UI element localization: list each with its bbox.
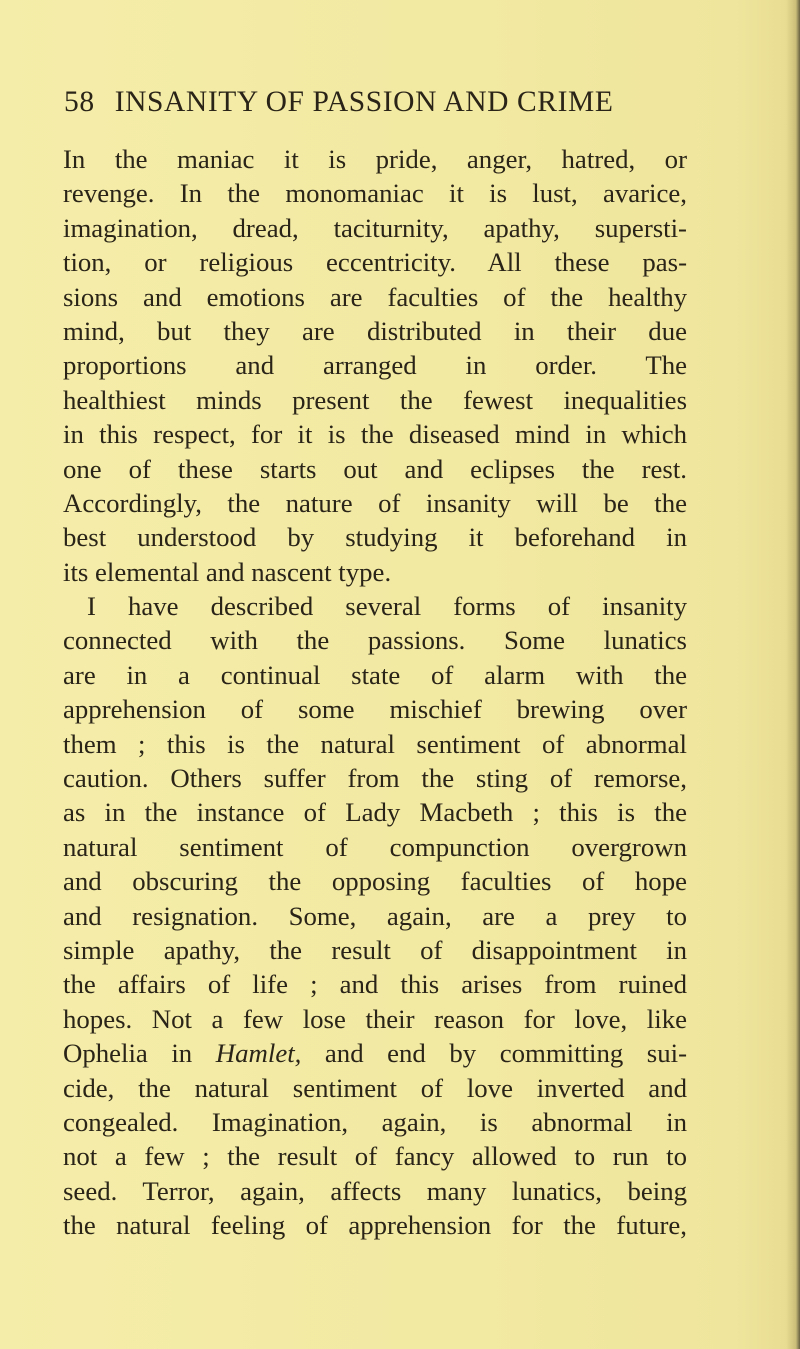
text-line: congealed. Imagination, again, is abnormal in xyxy=(63,1106,687,1137)
text-line: simple apathy, the result of disappointment in xyxy=(63,934,687,965)
text-segment: Ophelia in xyxy=(63,1038,193,1069)
page-edge-shadow xyxy=(786,0,800,1349)
text-line: apprehension of some mischief brewing over xyxy=(63,694,687,725)
text-line: Accordingly, the nature of insanity will be the xyxy=(63,487,687,518)
text-line: and resignation. Some, again, are a prey to xyxy=(63,900,687,931)
text-line: hopes. Not a few lose their reason for love, like xyxy=(63,1003,687,1034)
text-line: them ; this is the natural sentiment of abnormal xyxy=(63,728,687,759)
text-line: not a few ; the result of fancy allowed to run to xyxy=(63,1141,687,1172)
text-line: are in a continual state of alarm with the xyxy=(63,659,687,690)
text-segment: and end by committing sui- xyxy=(324,1038,687,1069)
text-line: its elemental and nascent type. xyxy=(63,556,392,587)
text-line: the natural feeling of apprehension for the future, xyxy=(63,1210,687,1241)
text-line: seed. Terror, again, affects many lunatics, being xyxy=(63,1175,687,1206)
page-number: 58 xyxy=(64,86,95,118)
text-line: healthiest minds present the fewest inequalities xyxy=(63,384,687,415)
text-line: caution. Others suffer from the sting of remorse, xyxy=(63,763,687,794)
text-line: as in the instance of Lady Macbeth ; this is the xyxy=(63,797,687,828)
page-header xyxy=(64,86,704,126)
text-line: revenge. In the monomaniac it is lust, avarice, xyxy=(63,178,687,209)
text-line: one of these starts out and eclipses the rest. xyxy=(63,453,687,484)
text-line: mind, but they are distributed in their due xyxy=(63,315,687,346)
text-line: cide, the natural sentiment of love inverted and xyxy=(63,1072,687,1103)
text-line: the affairs of life ; and this arises from ruined xyxy=(63,969,687,1000)
text-line: connected with the passions. Some lunatics xyxy=(63,625,687,656)
text-line: and obscuring the opposing faculties of hope xyxy=(63,866,687,897)
text-line: In the maniac it is pride, anger, hatred, or xyxy=(63,144,687,174)
text-line: tion, or religious eccentricity. All these pas- xyxy=(63,247,687,278)
text-line: imagination, dread, taciturnity, apathy, supersti- xyxy=(63,212,687,243)
text-line-with-italic xyxy=(63,1036,687,1070)
body-text xyxy=(63,142,687,1243)
paragraph-start-line: I have described several forms of insanity xyxy=(87,591,687,622)
text-line: best understood by studying it beforehand in xyxy=(63,522,687,553)
text-line: proportions and arranged in order. The xyxy=(63,350,687,381)
text-line: natural sentiment of compunction overgrown xyxy=(63,831,687,862)
italic-title: Hamlet, xyxy=(215,1038,302,1069)
text-line: in this respect, for it is the diseased mind in which xyxy=(63,419,687,450)
running-head: INSANITY OF PASSION AND CRIME xyxy=(114,86,614,118)
text-line: sions and emotions are faculties of the healthy xyxy=(63,281,687,312)
